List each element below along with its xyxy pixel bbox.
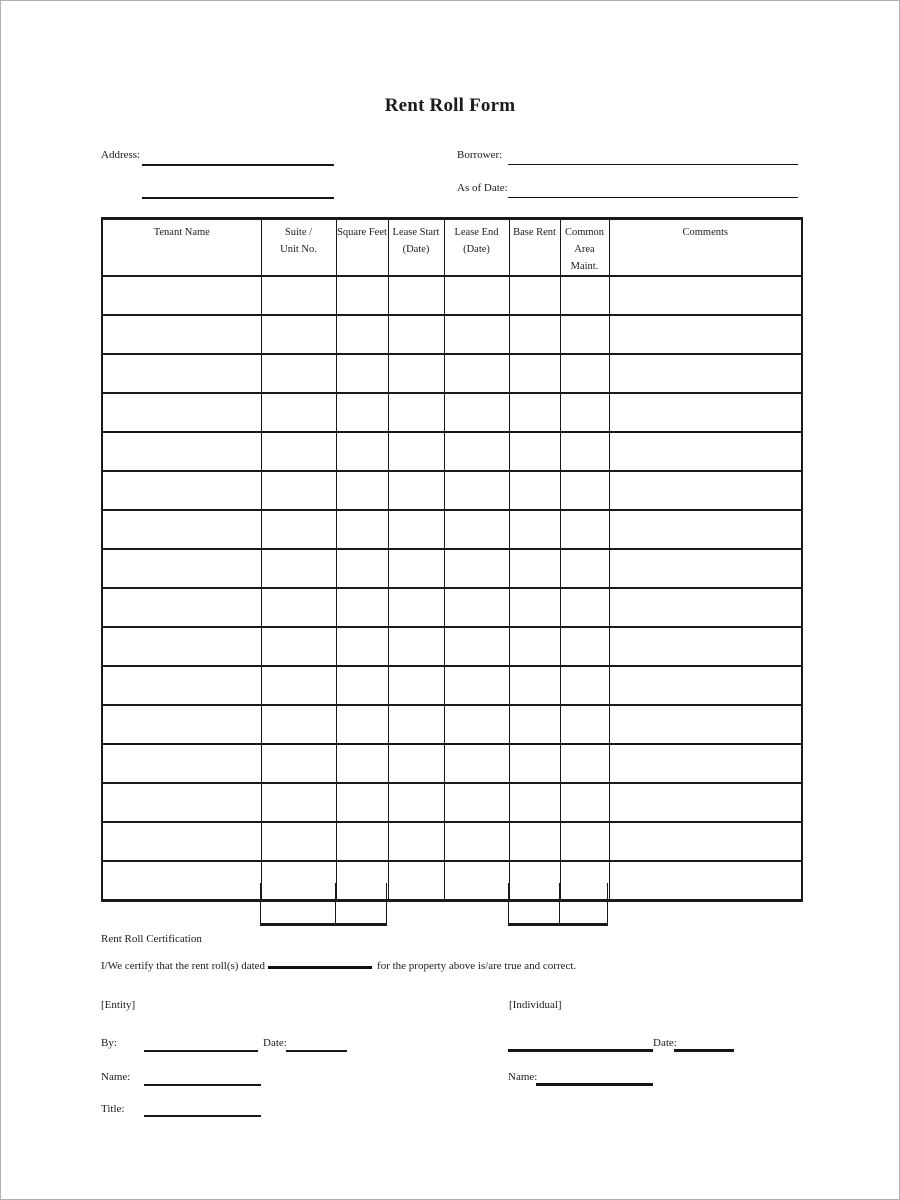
table-cell xyxy=(388,822,444,861)
table-row xyxy=(102,744,802,783)
individual-date-line xyxy=(674,1049,734,1052)
table-cell xyxy=(444,393,509,432)
table-cell xyxy=(444,861,509,901)
table-cell xyxy=(336,705,388,744)
table-cell xyxy=(444,354,509,393)
table-cell xyxy=(509,822,560,861)
table-cell xyxy=(560,393,609,432)
individual-name-label: Name: xyxy=(508,1071,538,1083)
table-cell xyxy=(444,432,509,471)
table-row xyxy=(102,315,802,354)
table-cell xyxy=(261,822,336,861)
table-row xyxy=(102,549,802,588)
table-cell xyxy=(261,627,336,666)
table-cell xyxy=(336,666,388,705)
table-cell xyxy=(509,549,560,588)
header-lease-end: Lease End (Date) xyxy=(444,219,509,277)
header-tenant-name: Tenant Name xyxy=(102,219,261,277)
table-cell xyxy=(509,276,560,315)
table-cell xyxy=(509,627,560,666)
table-cell xyxy=(509,432,560,471)
table-cell xyxy=(102,393,261,432)
table-cell xyxy=(388,549,444,588)
borrower-label: Borrower: xyxy=(457,149,503,161)
table-cell xyxy=(509,393,560,432)
table-cell xyxy=(261,393,336,432)
table-cell xyxy=(336,783,388,822)
table-cell xyxy=(444,705,509,744)
table-cell xyxy=(102,861,261,901)
table-row xyxy=(102,666,802,705)
certification-text-after: for the property above is/are true and correct. xyxy=(377,960,577,972)
table-cell xyxy=(560,744,609,783)
table-cell xyxy=(336,276,388,315)
entity-name-line xyxy=(144,1084,261,1086)
table-cell xyxy=(509,783,560,822)
table-cell xyxy=(102,666,261,705)
table-cell xyxy=(509,510,560,549)
table-cell xyxy=(388,588,444,627)
table-cell xyxy=(560,471,609,510)
table-cell xyxy=(336,510,388,549)
table-cell xyxy=(261,432,336,471)
table-cell xyxy=(261,666,336,705)
table-cell xyxy=(560,276,609,315)
table-cell xyxy=(444,822,509,861)
table-cell xyxy=(336,549,388,588)
table-cell xyxy=(102,822,261,861)
table-cell xyxy=(388,432,444,471)
address-line-1 xyxy=(142,164,334,166)
individual-date-label: Date: xyxy=(653,1037,677,1049)
table-cell xyxy=(560,666,609,705)
totals-box-suite-sqft xyxy=(260,883,387,926)
table-cell xyxy=(560,354,609,393)
table-row xyxy=(102,471,802,510)
table-row xyxy=(102,432,802,471)
entity-title-label: Title: xyxy=(101,1103,125,1115)
rent-roll-table xyxy=(101,217,803,902)
table-cell xyxy=(261,783,336,822)
table-row xyxy=(102,783,802,822)
certification-sentence xyxy=(101,957,576,972)
table-cell xyxy=(102,783,261,822)
header-square-feet: Square Feet xyxy=(336,219,388,277)
table-cell xyxy=(388,471,444,510)
table-cell xyxy=(444,471,509,510)
page-title: Rent Roll Form xyxy=(384,95,516,116)
table-cell xyxy=(388,666,444,705)
table-cell xyxy=(444,276,509,315)
header-comments: Comments xyxy=(609,219,802,277)
table-cell xyxy=(560,627,609,666)
table-cell xyxy=(261,276,336,315)
table-cell xyxy=(336,822,388,861)
table-cell xyxy=(560,588,609,627)
table-row xyxy=(102,822,802,861)
table-cell xyxy=(560,510,609,549)
entity-name-label: Name: xyxy=(101,1071,131,1083)
rent-roll-table-body xyxy=(102,276,802,901)
table-cell xyxy=(336,744,388,783)
table-cell xyxy=(261,510,336,549)
table-cell xyxy=(609,354,802,393)
table-cell xyxy=(609,549,802,588)
table-cell xyxy=(336,432,388,471)
table-cell xyxy=(560,705,609,744)
table-cell xyxy=(609,822,802,861)
table-cell xyxy=(261,471,336,510)
table-cell xyxy=(388,783,444,822)
table-row xyxy=(102,705,802,744)
table-cell xyxy=(560,549,609,588)
header-base-rent: Base Rent xyxy=(509,219,560,277)
certification-heading: Rent Roll Certification xyxy=(101,933,202,945)
table-cell xyxy=(388,393,444,432)
table-cell xyxy=(388,627,444,666)
borrower-line xyxy=(508,164,798,165)
individual-heading: [Individual] xyxy=(509,999,562,1011)
table-row xyxy=(102,861,802,901)
table-cell xyxy=(336,354,388,393)
table-header-row xyxy=(102,219,802,277)
table-cell xyxy=(102,627,261,666)
table-cell xyxy=(261,744,336,783)
table-cell xyxy=(261,549,336,588)
table-cell xyxy=(102,471,261,510)
individual-signature-line xyxy=(508,1049,653,1052)
table-cell xyxy=(509,705,560,744)
table-cell xyxy=(261,705,336,744)
table-cell xyxy=(102,354,261,393)
table-cell xyxy=(609,705,802,744)
table-cell xyxy=(560,432,609,471)
table-cell xyxy=(102,276,261,315)
as-of-date-label: As of Date: xyxy=(457,182,508,194)
table-cell xyxy=(609,315,802,354)
certification-date-blank xyxy=(268,957,372,969)
table-cell xyxy=(388,744,444,783)
table-cell xyxy=(388,276,444,315)
table-cell xyxy=(336,588,388,627)
table-row xyxy=(102,354,802,393)
totals-box-divider xyxy=(335,883,336,923)
table-cell xyxy=(444,627,509,666)
table-cell xyxy=(560,315,609,354)
header-common-area-maint: Common Area Maint. xyxy=(560,219,609,277)
table-cell xyxy=(509,471,560,510)
table-cell xyxy=(102,510,261,549)
table-cell xyxy=(388,510,444,549)
table-cell xyxy=(444,783,509,822)
table-row xyxy=(102,393,802,432)
table-cell xyxy=(102,549,261,588)
table-cell xyxy=(609,393,802,432)
table-cell xyxy=(444,549,509,588)
table-cell xyxy=(444,744,509,783)
table-cell xyxy=(609,510,802,549)
individual-name-line xyxy=(536,1083,653,1086)
table-cell xyxy=(444,510,509,549)
table-row xyxy=(102,627,802,666)
table-cell xyxy=(609,588,802,627)
entity-date-line xyxy=(286,1050,347,1052)
table-cell xyxy=(102,744,261,783)
table-row xyxy=(102,588,802,627)
table-cell xyxy=(388,315,444,354)
table-cell xyxy=(609,432,802,471)
table-cell xyxy=(560,822,609,861)
table-cell xyxy=(261,354,336,393)
as-of-date-line xyxy=(508,197,798,198)
entity-heading: [Entity] xyxy=(101,999,136,1011)
table-row xyxy=(102,276,802,315)
table-cell xyxy=(336,393,388,432)
entity-title-line xyxy=(144,1115,261,1117)
table-cell xyxy=(336,315,388,354)
table-cell xyxy=(609,666,802,705)
table-cell xyxy=(509,666,560,705)
table-cell xyxy=(509,588,560,627)
table-cell xyxy=(388,354,444,393)
header-lease-start: Lease Start (Date) xyxy=(388,219,444,277)
table-cell xyxy=(261,315,336,354)
entity-by-label: By: xyxy=(101,1037,117,1049)
table-cell xyxy=(444,315,509,354)
table-cell xyxy=(509,744,560,783)
table-cell xyxy=(336,471,388,510)
table-cell xyxy=(509,315,560,354)
table-cell xyxy=(509,354,560,393)
table-cell xyxy=(102,432,261,471)
table-cell xyxy=(336,627,388,666)
table-cell xyxy=(444,666,509,705)
table-cell xyxy=(609,627,802,666)
address-label: Address: xyxy=(101,149,141,161)
table-cell xyxy=(261,588,336,627)
table-cell xyxy=(609,744,802,783)
table-row xyxy=(102,510,802,549)
table-cell xyxy=(609,861,802,901)
table-cell xyxy=(609,276,802,315)
table-cell xyxy=(609,471,802,510)
entity-date-label: Date: xyxy=(263,1037,287,1049)
totals-box-rent-cam xyxy=(508,883,608,926)
entity-by-line xyxy=(144,1050,258,1052)
totals-box-divider xyxy=(559,883,560,923)
table-cell xyxy=(102,315,261,354)
table-cell xyxy=(102,588,261,627)
certification-text-before: I/We certify that the rent roll(s) dated xyxy=(101,960,266,972)
table-cell xyxy=(102,705,261,744)
table-cell xyxy=(444,588,509,627)
table-cell xyxy=(388,861,444,901)
table-cell xyxy=(609,783,802,822)
address-line-2 xyxy=(142,197,334,199)
table-cell xyxy=(388,705,444,744)
table-cell xyxy=(560,783,609,822)
header-suite-unit-no: Suite / Unit No. xyxy=(261,219,336,277)
